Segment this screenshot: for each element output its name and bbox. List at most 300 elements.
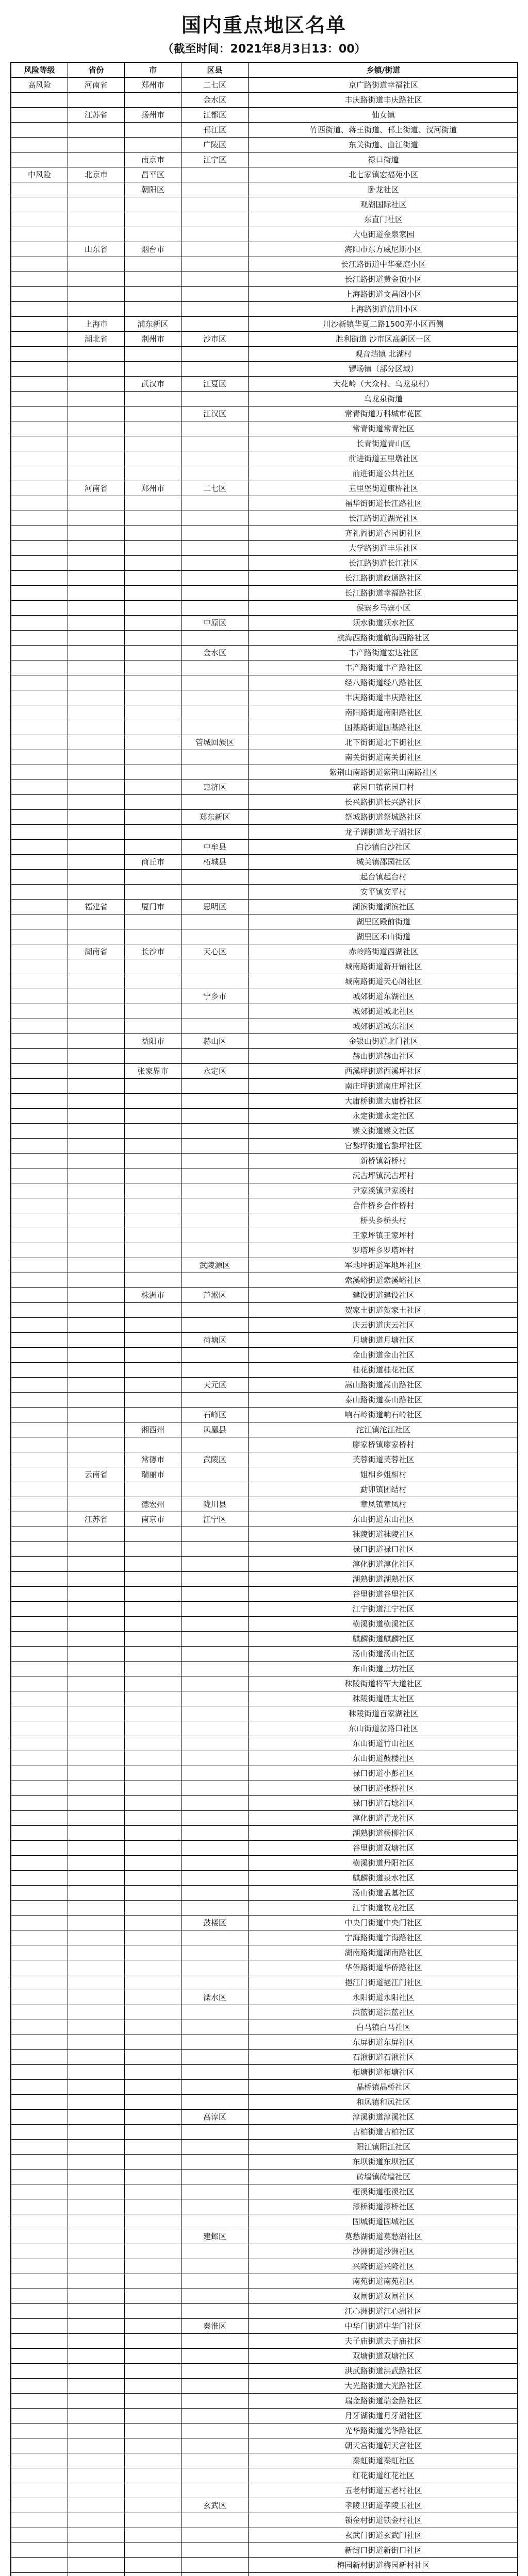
table-cell <box>68 929 125 944</box>
table-cell <box>182 2528 249 2543</box>
table-cell <box>68 1408 125 1422</box>
table-cell <box>11 1871 68 1886</box>
table-cell <box>125 2110 182 2125</box>
table-cell <box>11 182 68 197</box>
table-row <box>11 1557 518 1572</box>
table-cell: 东山街道鼓楼社区 <box>249 1751 518 1766</box>
table-cell <box>249 2573 518 2576</box>
table-cell <box>182 2573 249 2576</box>
table-cell: 凤凰县 <box>182 1422 249 1437</box>
table-cell <box>182 526 249 541</box>
table-cell: 广陵区 <box>182 138 249 152</box>
table-cell <box>11 705 68 720</box>
table-cell: 龙子湖街道龙子湖社区 <box>249 825 518 840</box>
table-row <box>11 1916 518 1930</box>
table-cell <box>68 1497 125 1512</box>
table-cell <box>68 152 125 167</box>
table-row <box>11 2558 518 2573</box>
table-row <box>11 481 518 496</box>
table-cell <box>11 974 68 989</box>
table-cell <box>11 1198 68 1213</box>
table-row <box>11 929 518 944</box>
table-row <box>11 586 518 601</box>
table-cell <box>68 2259 125 2274</box>
table-cell <box>125 2334 182 2349</box>
table-cell <box>125 2379 182 2394</box>
table-row <box>11 2424 518 2438</box>
table-cell: 兴隆街道兴隆社区 <box>249 2259 518 2274</box>
table-cell <box>11 1542 68 1557</box>
table-cell <box>125 2364 182 2379</box>
table-cell <box>182 496 249 511</box>
table-cell: 福建省 <box>68 900 125 914</box>
table-cell <box>68 1886 125 1901</box>
table-cell <box>125 2513 182 2528</box>
table-cell: 中原区 <box>182 616 249 631</box>
table-row <box>11 451 518 466</box>
table-row <box>11 675 518 690</box>
table-cell <box>125 1303 182 1318</box>
table-cell: 湖滨街道湖滨社区 <box>249 900 518 914</box>
table-row <box>11 765 518 780</box>
table-row <box>11 1004 518 1019</box>
table-cell: 湖南省 <box>68 944 125 959</box>
table-cell: 廖家桥镇廖家桥村 <box>249 1437 518 1452</box>
table-cell <box>68 1841 125 1856</box>
column-header: 风险等级 <box>11 63 68 78</box>
table-cell: 朝天宫街道朝天宫社区 <box>249 2438 518 2453</box>
table-cell <box>11 2065 68 2080</box>
table-cell <box>182 750 249 765</box>
table-cell <box>68 1482 125 1497</box>
table-cell <box>125 1079 182 1094</box>
table-row <box>11 780 518 795</box>
table-cell <box>68 1826 125 1841</box>
table-cell <box>125 2319 182 2334</box>
table-cell: 东山街道竹山社区 <box>249 1736 518 1751</box>
table-cell <box>11 2468 68 2483</box>
table-row <box>11 466 518 481</box>
table-cell <box>125 1019 182 1034</box>
table-cell <box>11 152 68 167</box>
table-cell <box>125 2558 182 2573</box>
table-cell <box>11 108 68 123</box>
table-cell <box>182 1826 249 1841</box>
table-cell <box>11 1318 68 1333</box>
table-cell <box>68 825 125 840</box>
table-cell: 江宁区 <box>182 152 249 167</box>
table-cell <box>125 436 182 451</box>
table-cell <box>125 2035 182 2050</box>
table-cell <box>11 1602 68 1617</box>
table-cell <box>125 795 182 810</box>
table-row <box>11 1422 518 1437</box>
table-cell <box>125 1975 182 1990</box>
table-row <box>11 2573 518 2576</box>
table-cell <box>11 1452 68 1467</box>
table-cell <box>11 2125 68 2140</box>
table-cell <box>182 1841 249 1856</box>
table-row <box>11 511 518 526</box>
table-cell <box>125 1856 182 1871</box>
table-cell: 齐礼阎街道杏园街社区 <box>249 526 518 541</box>
table-row <box>11 870 518 885</box>
table-cell <box>125 1348 182 1363</box>
table-cell <box>68 1781 125 1796</box>
table-row <box>11 2199 518 2214</box>
table-row <box>11 1706 518 1721</box>
table-cell: 上海路街道文昌阁小区 <box>249 287 518 302</box>
table-row <box>11 212 518 227</box>
table-cell: 川沙新镇华夏二路1500弄小区西侧 <box>249 317 518 332</box>
table-cell <box>182 2199 249 2214</box>
table-row <box>11 1198 518 1213</box>
table-row <box>11 2259 518 2274</box>
table-cell <box>125 750 182 765</box>
table-cell <box>68 914 125 929</box>
table-cell: 西溪坪街道西溪坪社区 <box>249 1064 518 1079</box>
table-cell <box>11 1019 68 1034</box>
table-cell <box>68 466 125 481</box>
table-cell <box>125 123 182 138</box>
table-cell <box>68 840 125 855</box>
table-cell <box>11 646 68 660</box>
table-cell <box>11 1437 68 1452</box>
table-cell <box>68 855 125 870</box>
table-cell <box>11 197 68 212</box>
table-cell: 瑞金路街道瑞金路社区 <box>249 2394 518 2409</box>
table-cell <box>11 2035 68 2050</box>
table-cell <box>68 690 125 705</box>
table-cell: 浦东新区 <box>125 317 182 332</box>
table-row <box>11 2065 518 2080</box>
table-cell: 金水区 <box>182 646 249 660</box>
table-cell <box>68 93 125 108</box>
table-cell <box>125 1945 182 1960</box>
table-cell <box>11 1841 68 1856</box>
table-row <box>11 2020 518 2035</box>
table-cell <box>68 885 125 900</box>
table-cell: 商丘市 <box>125 855 182 870</box>
table-cell <box>11 1348 68 1363</box>
table-cell <box>11 2214 68 2229</box>
table-cell: 江心洲街道江心洲社区 <box>249 2304 518 2319</box>
table-row <box>11 2349 518 2364</box>
table-cell <box>68 780 125 795</box>
table-cell <box>68 735 125 750</box>
table-cell: 秣陵街道胜太社区 <box>249 1691 518 1706</box>
table-cell <box>68 2558 125 2573</box>
table-cell <box>68 1109 125 1124</box>
table-cell <box>11 1557 68 1572</box>
table-cell: 江苏省 <box>68 108 125 123</box>
table-cell <box>11 466 68 481</box>
table-cell: 赫山街道赫山社区 <box>249 1049 518 1064</box>
table-cell <box>125 631 182 646</box>
table-cell: 白马镇白马社区 <box>249 2020 518 2035</box>
table-cell <box>125 93 182 108</box>
table-cell: 双塘街道双塘社区 <box>249 2349 518 2364</box>
table-cell: 二七区 <box>182 78 249 93</box>
table-cell: 中华门街道中华门社区 <box>249 2319 518 2334</box>
table-cell: 东直门社区 <box>249 212 518 227</box>
table-cell <box>68 2229 125 2244</box>
column-header: 乡镇/街道 <box>249 63 518 78</box>
table-row <box>11 2513 518 2528</box>
table-cell <box>182 2558 249 2573</box>
table-cell: 前进街道五里墩社区 <box>249 451 518 466</box>
table-row <box>11 1572 518 1587</box>
table-cell <box>68 2319 125 2334</box>
table-row <box>11 1512 518 1527</box>
table-cell <box>182 1467 249 1482</box>
table-row <box>11 287 518 302</box>
table-row <box>11 1886 518 1901</box>
table-cell <box>68 2453 125 2468</box>
table-cell <box>125 974 182 989</box>
table-cell: 永阳街道永阳社区 <box>249 1990 518 2005</box>
table-cell <box>125 914 182 929</box>
table-cell: 建邺区 <box>182 2229 249 2244</box>
table-cell <box>11 1721 68 1736</box>
page-subtitle: （截至时间：2021年8月3日13：00） <box>162 43 366 56</box>
table-cell <box>68 2498 125 2513</box>
table-cell <box>11 1273 68 1288</box>
table-cell <box>68 1273 125 1288</box>
table-cell <box>68 601 125 616</box>
table-cell: 汤山街道孟墓社区 <box>249 1886 518 1901</box>
table-row <box>11 1243 518 1258</box>
table-cell: 姐相乡姐相村 <box>249 1467 518 1482</box>
table-cell <box>125 2259 182 2274</box>
table-cell <box>68 705 125 720</box>
table-row <box>11 989 518 1004</box>
table-cell: 陇川县 <box>182 1497 249 1512</box>
table-cell <box>11 660 68 675</box>
table-cell <box>68 436 125 451</box>
table-cell <box>11 2050 68 2065</box>
table-cell <box>68 631 125 646</box>
table-row <box>11 1467 518 1482</box>
table-cell <box>182 1945 249 1960</box>
table-cell <box>125 1826 182 1841</box>
table-cell: 五老村街道五老村社区 <box>249 2483 518 2498</box>
table-cell <box>68 1975 125 1990</box>
table-cell <box>68 2199 125 2214</box>
table-cell: 张家界市 <box>125 1064 182 1079</box>
table-cell <box>68 1183 125 1198</box>
table-cell <box>68 526 125 541</box>
table-cell <box>68 1124 125 1139</box>
table-cell <box>11 451 68 466</box>
table-cell <box>11 855 68 870</box>
table-cell <box>182 1632 249 1647</box>
table-cell: 东山街道岔路口社区 <box>249 1721 518 1736</box>
table-cell: 东坝街道东坝社区 <box>249 2155 518 2170</box>
table-cell <box>125 2140 182 2155</box>
table-cell: 南苑街道南苑社区 <box>249 2274 518 2289</box>
table-cell <box>182 466 249 481</box>
table-cell: 长沙市 <box>125 944 182 959</box>
table-cell <box>68 2080 125 2095</box>
table-cell <box>125 2214 182 2229</box>
table-cell <box>125 1691 182 1706</box>
table-cell: 长青街道青山区 <box>249 436 518 451</box>
table-cell: 麒麟街道麒麟社区 <box>249 1632 518 1647</box>
table-cell: 观湖国际社区 <box>249 197 518 212</box>
table-cell: 丰庆路街道丰庆路社区 <box>249 93 518 108</box>
table-cell: 江宁街道江宁社区 <box>249 1602 518 1617</box>
table-cell <box>68 1811 125 1826</box>
table-cell: 永定区 <box>182 1064 249 1079</box>
table-cell <box>11 1587 68 1602</box>
table-cell: 淳溪街道淳溪社区 <box>249 2110 518 2125</box>
table-cell: 红花街道红花社区 <box>249 2468 518 2483</box>
table-cell <box>68 123 125 138</box>
table-cell <box>68 1198 125 1213</box>
table-cell <box>11 1124 68 1139</box>
table-cell <box>182 2095 249 2110</box>
table-row <box>11 1378 518 1393</box>
table-cell <box>68 2170 125 2184</box>
table-cell <box>182 2005 249 2020</box>
table-row <box>11 1288 518 1303</box>
table-cell: 江宁街道牧龙社区 <box>249 1901 518 1916</box>
table-cell: 南庄坪街道南庄坪社区 <box>249 1079 518 1094</box>
table-cell: 柘塘街道柘塘社区 <box>249 2065 518 2080</box>
table-cell: 淳化街道淳化社区 <box>249 1557 518 1572</box>
table-cell: 常青街道万科城市花园 <box>249 406 518 421</box>
table-cell: 仙女镇 <box>249 108 518 123</box>
table-cell <box>125 2528 182 2543</box>
table-cell <box>11 870 68 885</box>
table-cell <box>11 1990 68 2005</box>
table-cell: 中风险 <box>11 167 68 182</box>
table-cell <box>125 272 182 287</box>
table-cell <box>182 2244 249 2259</box>
table-cell <box>125 2080 182 2095</box>
table-cell: 古柏街道古柏社区 <box>249 2125 518 2140</box>
table-cell: 索溪峪街道索溪峪社区 <box>249 1273 518 1288</box>
table-cell <box>125 765 182 780</box>
table-cell <box>125 571 182 586</box>
table-cell <box>125 2438 182 2453</box>
table-cell <box>68 406 125 421</box>
table-cell <box>68 616 125 631</box>
table-cell: 大屯街道金泉家园 <box>249 227 518 242</box>
table-row <box>11 197 518 212</box>
table-cell <box>182 1437 249 1452</box>
table-cell <box>68 1422 125 1437</box>
table-cell <box>68 2528 125 2543</box>
table-row <box>11 272 518 287</box>
table-cell <box>68 1019 125 1034</box>
table-cell <box>68 646 125 660</box>
table-cell: 洪武路街道洪武路社区 <box>249 2364 518 2379</box>
table-cell <box>125 1378 182 1393</box>
table-row <box>11 1527 518 1542</box>
table-cell <box>125 705 182 720</box>
table-cell <box>68 2005 125 2020</box>
table-cell <box>11 481 68 496</box>
table-cell <box>11 347 68 362</box>
table-cell: 北京市 <box>68 167 125 182</box>
table-cell: 沙洲街道沙洲社区 <box>249 2244 518 2259</box>
table-cell <box>125 227 182 242</box>
table-cell <box>182 2453 249 2468</box>
table-cell <box>68 182 125 197</box>
table-cell <box>11 1497 68 1512</box>
table-cell: 金山街道金山社区 <box>249 1348 518 1363</box>
table-cell <box>125 257 182 272</box>
table-row <box>11 138 518 152</box>
table-cell <box>125 646 182 660</box>
table-cell: 金水区 <box>182 93 249 108</box>
table-row <box>11 2155 518 2170</box>
table-cell <box>68 2304 125 2319</box>
table-cell: 淳化街道青龙社区 <box>249 1811 518 1826</box>
table-cell <box>11 1736 68 1751</box>
table-cell: 玄武门街道玄武门社区 <box>249 2528 518 2543</box>
table-cell <box>125 1796 182 1811</box>
table-cell <box>68 272 125 287</box>
table-cell <box>68 1721 125 1736</box>
table-row <box>11 2005 518 2020</box>
table-cell <box>125 2543 182 2558</box>
table-cell: 泰山路街道泰山路社区 <box>249 1393 518 1408</box>
table-cell <box>68 870 125 885</box>
table-cell <box>11 227 68 242</box>
table-cell <box>182 2289 249 2304</box>
table-cell <box>182 1303 249 1318</box>
table-cell <box>125 1916 182 1930</box>
table-row <box>11 825 518 840</box>
table-cell <box>68 2184 125 2199</box>
table-cell: 中央门街道中央门社区 <box>249 1916 518 1930</box>
table-cell: 新街口街道新街口社区 <box>249 2543 518 2558</box>
table-cell <box>125 2289 182 2304</box>
table-cell <box>182 1691 249 1706</box>
table-cell: 厦门市 <box>125 900 182 914</box>
table-cell <box>68 2573 125 2576</box>
table-row <box>11 735 518 750</box>
table-cell <box>182 1901 249 1916</box>
table-cell <box>182 1019 249 1034</box>
table-cell: 大光路街道大光路社区 <box>249 2379 518 2394</box>
table-cell <box>125 1990 182 2005</box>
table-cell: 大学路街道丰乐社区 <box>249 541 518 556</box>
table-cell <box>11 1617 68 1632</box>
table-cell <box>125 541 182 556</box>
table-cell <box>182 347 249 362</box>
table-cell <box>68 586 125 601</box>
table-cell: 谷里街道谷里社区 <box>249 1587 518 1602</box>
table-cell <box>125 810 182 825</box>
table-row <box>11 810 518 825</box>
table-cell <box>68 302 125 317</box>
table-cell <box>68 1930 125 1945</box>
table-cell: 河南省 <box>68 481 125 496</box>
table-cell <box>125 690 182 705</box>
table-cell <box>68 1856 125 1871</box>
table-cell <box>11 1109 68 1124</box>
table-cell <box>11 511 68 526</box>
table-row <box>11 2409 518 2424</box>
table-cell <box>182 2050 249 2065</box>
table-row <box>11 2468 518 2483</box>
table-cell: 官黎坪街道官黎坪社区 <box>249 1139 518 1154</box>
table-cell <box>182 227 249 242</box>
